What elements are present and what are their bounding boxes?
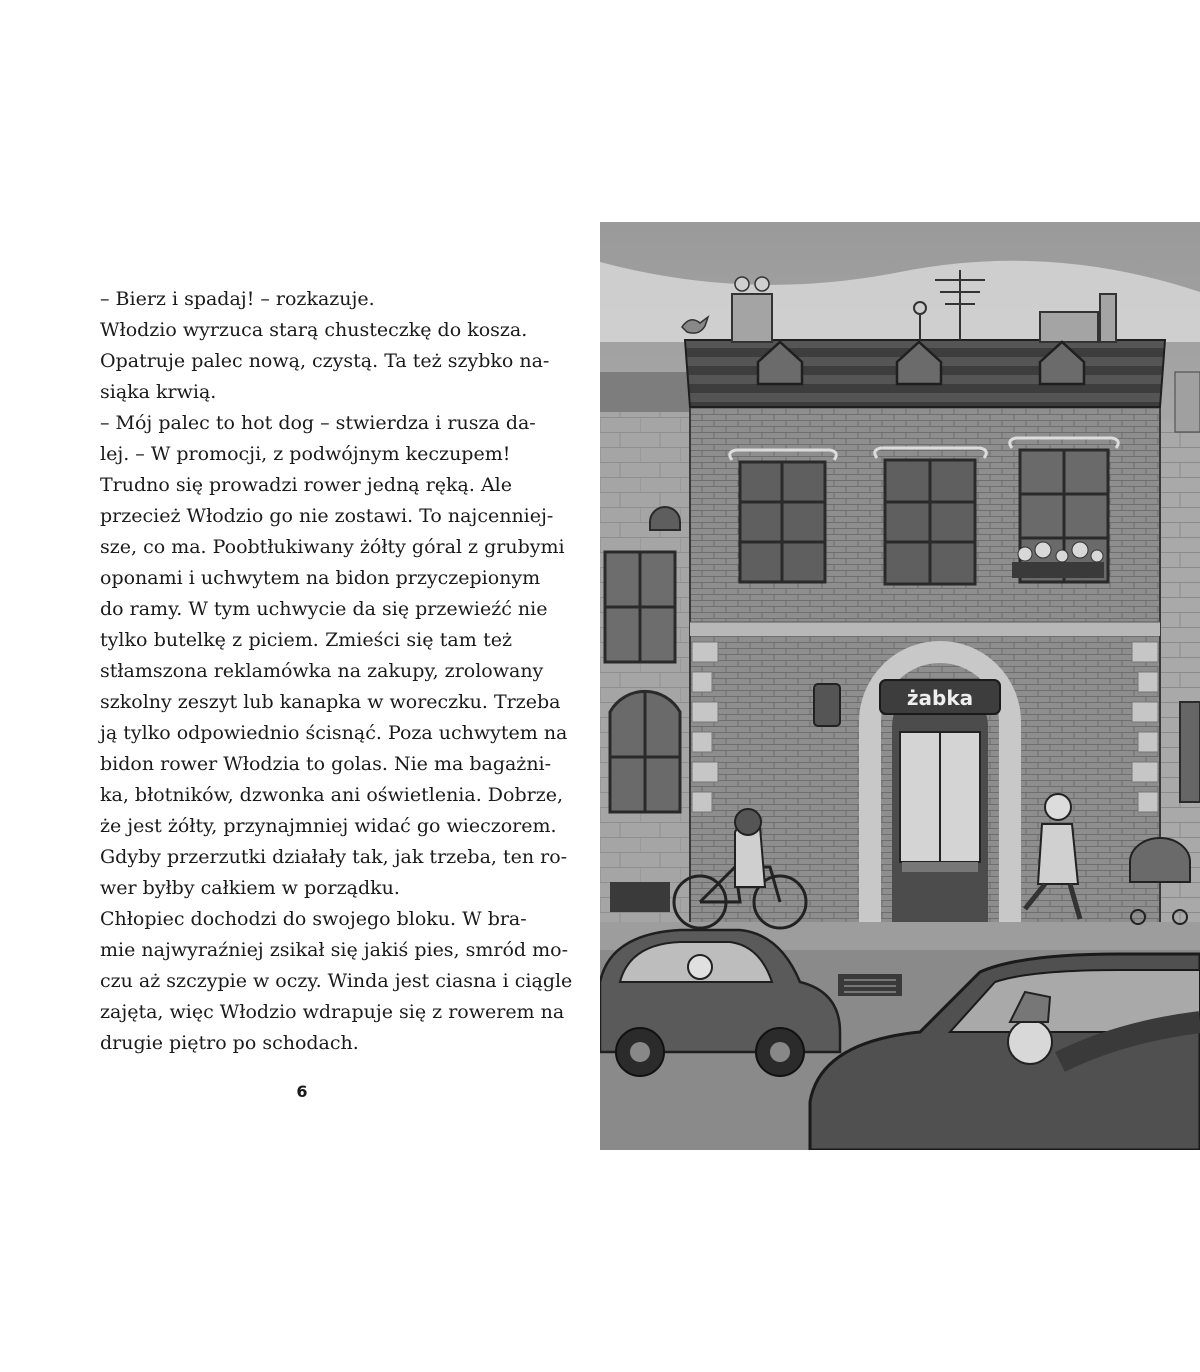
text-line: oponami i uchwytem na bidon przyczepionym <box>100 567 541 589</box>
page-number: 6 <box>296 1082 308 1101</box>
text-line: – Mój palec to hot dog – stwierdza i rusza da- <box>100 412 536 434</box>
text-line: Włodzio wyrzuca starą chusteczkę do kosza. <box>100 319 528 341</box>
text-line: ka, błotników, dzwonka ani oświetlenia. Dobrze, <box>100 784 564 806</box>
shop-sign: żabka <box>906 686 974 710</box>
text-line: lej. – W promocji, z podwójnym keczupem! <box>100 443 511 465</box>
text-line: ją tylko odpowiednio ścisnąć. Poza uchwytem na <box>100 722 568 744</box>
text-line: wer byłby całkiem w porządku. <box>100 877 400 899</box>
text-line: Trudno się prowadzi rower jedną ręką. Ale <box>100 474 512 496</box>
text-line: czu aż szczypie w oczy. Winda jest ciasna i ciągle <box>100 970 573 992</box>
text-line: że jest żółty, przynajmniej widać go wieczorem. <box>100 815 557 837</box>
text-line: Gdyby przerzutki działały tak, jak trzeba, ten ro- <box>100 846 568 868</box>
text-line: bidon rower Włodzia to golas. Nie ma bagażni- <box>100 753 552 775</box>
text-line: mie najwyraźniej zsikał się jakiś pies, smród mo- <box>100 939 569 961</box>
text-line: do ramy. W tym uchwycie da się przewieźć nie <box>100 598 548 620</box>
illustration-svg <box>600 222 1200 1150</box>
text-page <box>100 284 573 1059</box>
text-line: szkolny zeszyt lub kanapka w woreczku. Trzeba <box>100 691 561 713</box>
street-illustration <box>600 222 1200 1150</box>
text-line: siąka krwią. <box>100 381 217 403</box>
text-line: sze, co ma. Poobtłukiwany żółty góral z grubymi <box>100 536 565 558</box>
text-line: stłamszona reklamówka na zakupy, zrolowany <box>100 660 544 682</box>
text-line: Opatruje palec nową, czystą. Ta też szybko na- <box>100 350 550 372</box>
text-line: zajęta, więc Włodzio wdrapuje się z rowerem na <box>100 1001 565 1023</box>
text-line: Chłopiec dochodzi do swojego bloku. W bra- <box>100 908 527 930</box>
text-line: – Bierz i spadaj! – rozkazuje. <box>100 288 375 310</box>
text-line: przecież Włodzio go nie zostawi. To najcenniej- <box>100 505 554 527</box>
text-line: tylko butelkę z piciem. Zmieści się tam też <box>100 629 512 651</box>
text-line: drugie piętro po schodach. <box>100 1032 359 1054</box>
